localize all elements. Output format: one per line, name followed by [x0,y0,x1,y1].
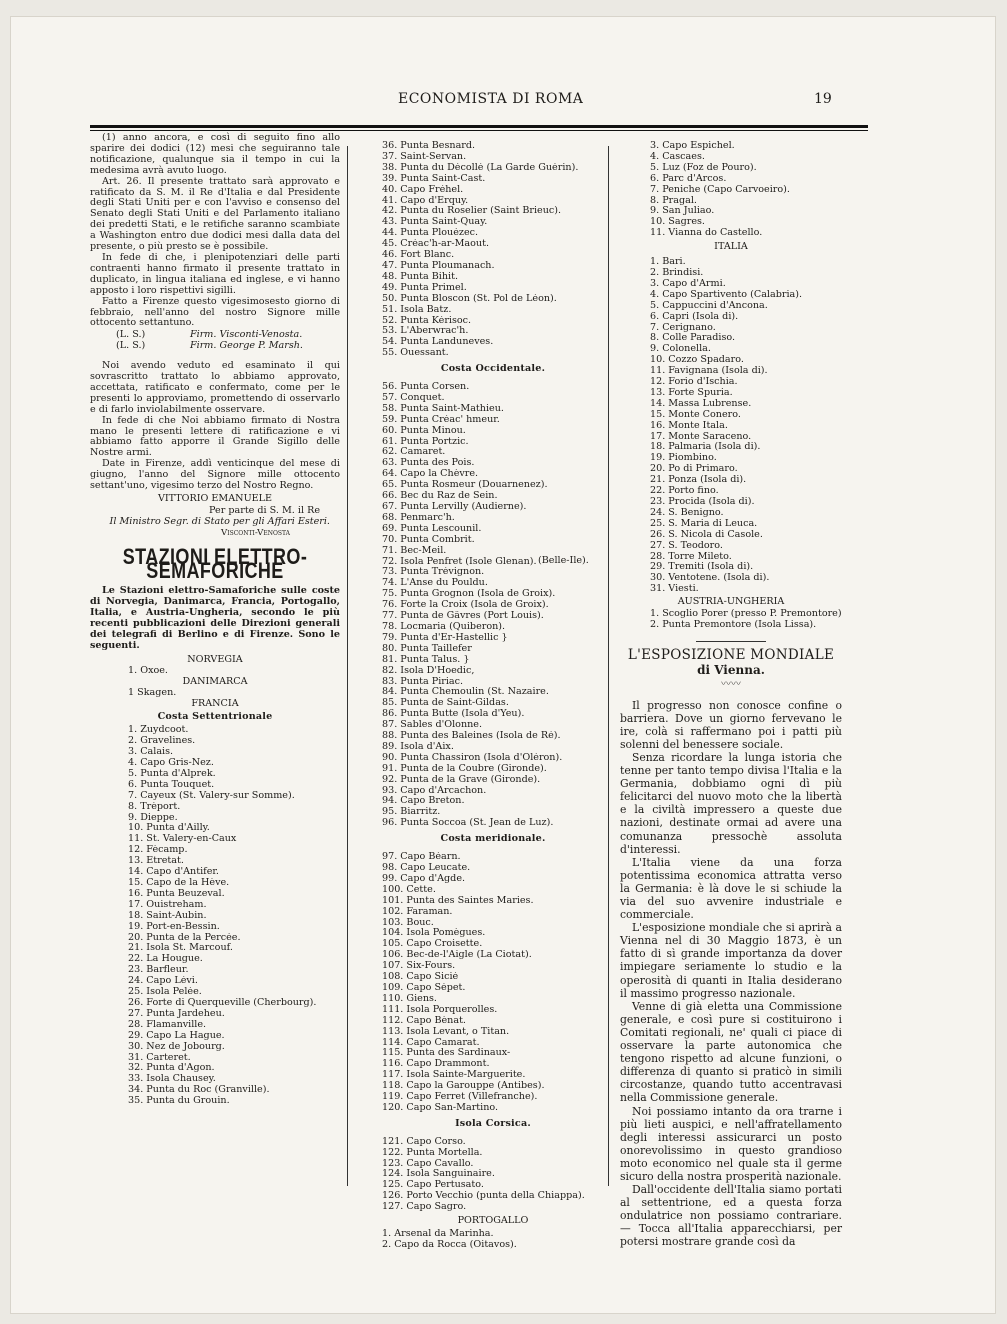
list-item: 9. San Juliao. [650,206,715,217]
list-item: 86. Punta Butte (Isola d'Yeu). [382,709,525,720]
list-item: 1. Oxoe. [128,664,168,676]
list-item: 15. Capo de la Hève. [128,878,230,888]
list-item: 112. Capo Bènat. [382,1015,466,1026]
list-item: 126. Porto Vecchio (punta della Chiappa). [382,1191,585,1202]
list-item: 121. Capo Corso. [382,1136,466,1147]
list-item: 62. Camaret. [382,447,446,458]
list-item: 8. Colle Paradiso. [650,333,736,344]
list-item: 19. Port-en-Bessin. [128,921,220,932]
list-item: 127. Capo Sagro. [382,1202,467,1213]
list-item: 49. Punta Primel. [382,282,467,293]
list-item: 25. Isola Pelée. [128,987,202,998]
list-item: 113. Isola Levant, o Titan. [382,1026,510,1037]
signature-block [90,330,340,352]
list-item: 104. Isola Pomègues. [382,928,486,939]
list-item: 96. Punta Soccoa (St. Jean de Luz). [382,818,554,829]
list-item: 102. Faraman. [382,906,453,917]
list-item: 89. Isola d'Aix. [382,741,454,752]
list-item: 3. Capo d'Armi. [650,278,726,289]
list-item: 110. Giens. [382,993,437,1004]
list-item: 26. Forte di Querqueville (Cherbourg). [128,997,317,1008]
list-item: 40. Capo Fréhel. [382,184,464,195]
list-item: 2. Brindisi. [650,267,704,278]
per-parte: Per parte di S. M. il Re [209,504,320,516]
list-item: 11. St. Valery-en-Caux [128,834,237,845]
signature-line [90,341,340,352]
running-header-title: ECONOMISTA DI ROMA [398,91,584,107]
station-list-italia [620,257,842,595]
heading-costa-meridionale: Costa meridionale. [440,833,546,845]
list-item: 5. Luz (Foz de Pouro). [650,162,757,173]
list-item: 9. Dieppe. [128,812,178,823]
list-item: 48. Punta Bihit. [382,271,459,282]
list-item: 95. Biarritz. [382,807,441,818]
list-item: 44. Punta Plouézec. [382,228,479,239]
heading-isola-corsica: Isola Corsica. [455,1117,531,1129]
list-item: 2. Gravelines. [128,736,196,747]
heading-costa-occidentale: Costa Occidentale. [440,363,546,375]
list-item: 38. Punta du Décollé (La Garde Guérin). [382,162,579,173]
list-item: 43. Punta Saint-Quay. [382,217,488,228]
king-name: VITTORIO EMANUELE [157,493,273,504]
heading-portogallo: PORTOGALLO [457,1215,529,1227]
list-item: 97. Capo Béarn. [382,852,461,863]
list-item: 111. Isola Porquerolles. [382,1004,498,1015]
list-item: 19. Piombino. [650,453,717,464]
station-list [382,141,604,359]
column-separator [608,146,609,1186]
list-item: 28. Torre Mileto. [650,551,732,562]
signatory-name: Firm. Visconti-Venosta. [190,329,303,341]
paragraph: In fede di che Noi abbiamo firmato di Nostra mano le presenti lettere di ratificazione e vi abbiamo fatto apporre il Grande Sigillo delle Nostre armi. [90,414,340,459]
list-item: 24. Capo Lévi. [128,976,198,987]
list-item: 9. Colonella. [650,344,711,355]
list-item: 4. Capo Gris-Nez. [128,758,214,769]
list-item: 13. Forte Spuria. [650,387,733,398]
seal-mark: (L. S.) [116,329,146,341]
list-item: 105. Capo Croisette. [382,939,483,950]
list-item: 18. Palmaria (Isola di). [650,442,761,453]
paragraph: Fatto a Firenze questo vigesimosesto giorno di febbraio, nell'anno del nostro Signore mille ottocento settantuno. [90,295,340,329]
list-item: 80. Punta Taillefer [382,643,472,654]
list-item: 30. Nez de Jobourg. [128,1041,225,1052]
list-item: 34. Punta du Roc (Granville). [128,1085,270,1096]
list-item: 67. Punta Lervilly (Audierne). [382,502,527,512]
paragraph: (1) anno ancora, e così di seguito fino allo sparire dei dodici (12) mesi che seguiranno tale notificazione, qualunque sia il tempo in cui la medesima avrà avuto luogo. [90,132,340,176]
list-item: 1. Bari. [650,257,686,268]
column-separator [347,146,348,1186]
list-item: 12. Forio d'Ischia. [650,377,738,388]
list-item: 6. Parc d'Arcos. [650,173,727,184]
list-item: 71. Bec-Meil. [382,545,447,556]
list-item: 4. Capo Spartivento (Calabria). [650,289,803,300]
list-item: 33. Isola Chausey. [128,1074,216,1085]
heading-danimarca: DANIMARCA [182,675,248,687]
list-item: 21. Isola St. Marcouf. [128,943,233,954]
paragraph: Date in Firenze, addì venticinque del mese di giugno, l'anno del Signore mille ottocento settant'uno, vigesimo terzo del Nostro Regno. [90,458,340,492]
list-item: 7. Cayeux (St. Valery-sur Somme). [128,790,295,801]
paragraph: Il progresso non conosce confine o barriera. Dove un giorno fervevano le ire, colà si raffermano poi i patti più solenni del benessere sociale. [620,698,842,751]
paragraph: Senza ricordare la lunga istoria che tenne per tanto tempo divisa l'Italia e la Germania, dobbiamo ogni dì più felicitarci del nuovo moto che la libertà e la civiltà impressero a queste due nazioni, destinate ormai ad avere una comunanza pressochè assoluta d'interessi. [620,750,842,856]
list-item: 24. S. Benigno. [650,507,724,518]
list-item: 103. Bouc. [382,917,434,928]
list-item: 122. Punta Mortella. [382,1147,483,1158]
list-item: 106. Bec-de-l'Aigle (La Ciotat). [382,950,532,961]
list-item: 90. Punta Chassiron (Isola d'Oléron). [382,752,563,763]
header-rule-thin [90,130,868,131]
list-item: 27. Punta Jardeheu. [128,1008,225,1019]
list-item: 108. Capo Sicié [382,972,459,983]
list-item: 75. Punta Grognon (Isola de Groix). [382,589,556,600]
list-item: 73. Punta Trévignon. [382,567,485,578]
paragraph: Art. 26. Il presente trattato sarà approvato e ratificato da S. M. il Re d'Italia e dal Presidente degli Stati Uniti per e con l'avviso e consenso del Senato degli Stati Uniti e del Parlamento italiano dei predetti Stati, e le retifiche saranno scambiate a Washington entro due dodici mesi dalla data del presente, o più presto se è possibile. [90,175,340,253]
list-item: 35. Punta du Grouin. [128,1096,230,1107]
paragraph: Dall'occidente dell'Italia siamo portati al settentrione, ed a questa forza ondulatrice non possiamo contrariare. — Tocca all'Italia apparecchiarsi, per potersi mostrare grande così da [620,1183,842,1249]
list-item: 101. Punta des Saintes Maries. [382,895,534,906]
column-3 [620,141,842,1249]
list-item: 115. Punta des Sardinaux- [382,1048,511,1059]
list-item: 72. Isola Penfret (Isole Glenan). [382,556,537,567]
treaty-text [90,133,340,329]
list-item: 98. Capo Leucate. [382,863,471,873]
list-item: 63. Punta des Pois. [382,458,475,469]
list-item: 58. Punta Saint-Mathieu. [382,403,504,414]
list-item: 7. Peniche (Capo Carvoeiro). [650,184,790,195]
list-item: 76. Forte la Croix (Isola de Groix). [382,600,549,611]
station-list-francia [90,725,340,1107]
list-item: 17. Monte Saraceno. [650,431,752,442]
list-item: 1. Arsenal da Marinha. [382,1229,494,1239]
list-item: 47. Punta Ploumanach. [382,260,495,271]
list-item: 64. Capo la Chèvre. [382,469,479,480]
list-item: 100. Cette. [382,884,436,895]
station-list [382,382,604,829]
list-item: 45. Créac'h-ar-Maout. [382,239,490,250]
list-item: 117. Isola Sainte-Marguerite. [382,1070,526,1081]
list-item: 6. Punta Touquet. [128,779,215,790]
expo-article [620,699,842,1249]
list-item: 5. Punta d'Alprek. [128,768,216,779]
list-item: 10. Punta d'Ailly. [128,823,210,834]
section-divider [696,641,766,642]
list-item: 77. Punta de Gâvres (Port Louis). [382,611,544,622]
list-item: 41. Capo d'Erquy. [382,195,469,206]
list-item: 4. Cascaes. [650,151,705,162]
list-item: 31. Viesti. [650,584,699,595]
list-item: 7. Cerignano. [650,322,716,333]
list-item: 107. Six-Fours. [382,961,456,972]
heading-italia: ITALIA [714,241,748,253]
list-item: 109. Capo Sépet. [382,982,466,993]
list-item: 6. Capri (Isola di). [650,311,739,322]
list-item: 22. Porto fino. [650,486,719,497]
list-item: 1. Scoglio Porer (presso P. Premontore) [650,609,842,620]
ministro-title: Il Ministro Segr. di Stato per gli Affari Esteri. [109,515,330,527]
list-item: 14. Massa Lubrense. [650,398,752,409]
list-item: 125. Capo Pertusato. [382,1180,484,1191]
list-item: 26. S. Nicola di Casole. [650,529,763,540]
list-item: 37. Saint-Servan. [382,151,467,162]
list-item: 82. Isola D'Hoedic, [382,665,475,676]
signatory-name: Firm. George P. Marsh. [190,340,303,352]
list-item: 11. Vianna do Castello. [650,228,763,239]
list-item: 20. Punta de la Percée. [128,932,241,943]
paragraph: Noi avendo veduto ed esaminato il qui sovrascritto trattato lo abbiamo approvato, accettata, ratificato e confermato, come per le presenti lo approviamo, promettendo di osservarlo e di farlo inviolabilmente osservare. [90,360,340,415]
list-item: 69. Punta Lescounil. [382,523,482,534]
list-item: 57. Conquet. [382,392,445,403]
expo-subtitle: di Vienna. [697,662,765,677]
station-list-portogallo [620,141,842,239]
list-item: 16. Monte Itala. [650,420,728,431]
list-item: 23. Procida (Isola di). [650,497,755,507]
list-item: 39. Punta Saint-Cast. [382,173,486,184]
list-item: 50. Punta Bloscon (St. Pol de Léon). [382,293,557,304]
list-item: 18. Saint-Aubin. [128,910,207,921]
list-item: 29. Tremiti (Isola di). [650,562,754,573]
belle-ile-note: (Belle-Ile). [538,555,589,567]
list-item: 61. Punta Portzic. [382,436,469,447]
list-item: 119. Capo Ferret (Villefranche). [382,1092,538,1103]
list-item: 54. Punta Landuneves. [382,337,494,348]
ornament: 〰〰 [721,678,741,690]
list-item: 5. Cappuccini d'Ancona. [650,300,768,311]
list-item: 36. Punta Besnard. [382,141,476,151]
list-item: 78. Locmaria (Quiberon). [382,621,506,632]
list-item: 70. Punta Combrit. [382,534,475,545]
list-item: 118. Capo la Garouppe (Antibes). [382,1081,545,1092]
column-1 [90,133,340,1107]
stazioni-intro: Le Stazioni elettro-Samaforiche sulle coste di Norvegia, Danimarca, Francia, Portogallo, Italia, e Austria-Ungheria, secondo le più recenti pubblicazioni delle Direzioni generali dei telegrafi di Berlino e di Firenze. Sono le seguenti. [90,585,340,651]
list-item: 32. Punta d'Agon. [128,1063,215,1074]
list-item: 91. Punta de la Coubre (Gironde). [382,763,547,774]
list-item: 94. Capo Breton. [382,796,465,807]
list-item: 53. L'Aberwrac'h. [382,326,469,337]
heading-francia: FRANCIA [191,697,239,709]
column-2 [382,141,604,1251]
list-item: 3. Capo Espichel. [650,141,735,151]
list-item: 120. Capo San-Martino. [382,1102,499,1113]
list-item: 66. Bec du Raz de Sein. [382,491,498,502]
paragraph: Noi possiamo intanto da ora trarne i più lieti auspici, e nell'affratellamento degli interessi assicurarci un posto onorevolissimo in questo grandioso moto economico nel quale sta il germe sicuro della nostra prosperità nazionale. [620,1104,842,1183]
list-item: 30. Ventotene. (Isola di). [650,573,770,584]
list-item: 59. Punta Créac' hmeur. [382,414,500,425]
list-item: 2. Punta Premontore (Isola Lissa). [650,619,817,630]
list-item: 8. Pragal. [650,195,697,206]
list-item: 99. Capo d'Agde. [382,873,466,884]
list-item: 14. Capo d'Antifer. [128,867,219,878]
list-item: 85. Punta de Saint-Gildas. [382,698,509,709]
list-item: 22. La Hougue. [128,954,203,965]
list-item: 123. Capo Cavallo. [382,1158,474,1169]
list-item: 116. Capo Drammont. [382,1059,490,1070]
list-item: 42. Punta du Roselier (Saint Brieuc). [382,206,562,217]
list-item: 60. Punta Minou. [382,425,466,436]
heading-norvegia: NORVEGIA [187,653,243,665]
list-item: 20. Po di Primaro. [650,464,738,475]
ratification-text [90,361,340,492]
header-rule [90,125,868,128]
list-item: 23. Barfleur. [128,965,189,976]
list-item: 13. Etretat. [128,856,184,867]
station-list [382,852,604,1114]
list-item: 83. Punta Piriac. [382,676,464,687]
list-item: 92. Punta de la Grave (Gironde). [382,774,541,785]
paragraph: Venne di già eletta una Commissione generale, e così pure si costituirono i Comitati regionali, ne' quali ci piace di osservare la parte autonomica che tengono rispetto ad alcune funzioni, o differenza di quanto si praticò in simili circostanze, quando tutto accentravasi nella Commissione generale. [620,999,842,1105]
heading-austria: AUSTRIA-UNGHERIA [677,596,785,608]
paragraph: L'Italia viene da una forza potentissima economica attratta verso la Germania: è là dove le si schiude la via del suo avvenire industriale e commerciale. [620,855,842,922]
list-item: 1. Zuydcoot. [128,725,189,736]
station-list-austria [620,609,842,631]
list-item: 46. Fort Blanc. [382,250,455,261]
list-item: 93. Capo d'Arcachon. [382,785,487,796]
list-item: 25. S. Maria di Leuca. [650,518,758,529]
list-item: 87. Sables d'Olonne. [382,720,483,731]
list-item: 8. Trèport. [128,801,181,812]
list-item: 28. Flamanville. [128,1019,207,1030]
list-item: 51. Isola Batz. [382,304,452,315]
list-item: 56. Punta Corsen. [382,382,470,393]
paragraph: L'esposizione mondiale che si aprirà a Vienna nel di 30 Maggio 1873, è un fatto di sì grande importanza da dover impiegare seriamente lo studio e la operosità di quanti in Italia desiderano il massimo progresso nazionale. [620,921,842,1000]
list-item: 114. Capo Camarat. [382,1037,480,1048]
list-item: 81. Punta Talus. } [382,654,470,665]
expo-title: L'ESPOSIZIONE MONDIALE [627,646,835,663]
list-item: 3. Calais. [128,747,174,758]
page-number: 19 [814,91,832,107]
list-item: 84. Punta Chemoulin (St. Nazaire. [382,687,549,698]
list-item: 21. Ponza (Isola di). [650,475,747,486]
list-item: 15. Monte Conero. [650,409,741,420]
list-item: 29. Capo La Hague. [128,1030,225,1041]
list-item: 52. Punta Kérisoc. [382,315,472,326]
list-item: 68. Penmarc'h. [382,512,455,523]
list-item: 10. Cozzo Spadaro. [650,355,744,366]
ministro-name: Visconti-Venosta [221,527,290,538]
list-item: 31. Carteret. [128,1052,191,1063]
station-list [382,1137,604,1213]
list-item: 2. Capo da Rocca (Oitavos). [382,1239,517,1250]
list-item: 1 Skagen. [128,686,177,698]
list-item: 55. Ouessant. [382,348,449,359]
heading-costa-settentrionale: Costa Settentrionale [157,711,273,723]
list-item: 124. Isola Sanguinaire. [382,1169,495,1180]
station-list [382,1229,604,1251]
list-item: 11. Favignana (Isola di). [650,366,768,377]
list-item: 12. Fècamp. [128,845,188,856]
list-item: 65. Punta Rosmeur (Douarnenez). [382,480,548,491]
list-item: 79. Punta d'Er-Hastellic } [382,632,508,643]
list-item: 88. Punta des Baleines (Isola de Ré). [382,731,561,742]
stazioni-title: STAZIONI ELETTRO-SEMAFORICHE [122,543,308,583]
list-item: 27. S. Teodoro. [650,540,723,551]
list-item: 16. Punta Beuzeval. [128,888,225,899]
paragraph: In fede di che, i plenipotenziari delle parti contraenti hanno firmato il presente trattato in duplicato, in lingua italiana ed inglese, e vi hanno apposto i loro rispettivi sigilli. [90,251,340,296]
seal-mark: (L. S.) [116,340,146,352]
list-item: 74. L'Anse du Pouldu. [382,578,488,589]
list-item: 17. Ouistreham. [128,899,207,910]
list-item: 10. Sagres. [650,217,705,228]
